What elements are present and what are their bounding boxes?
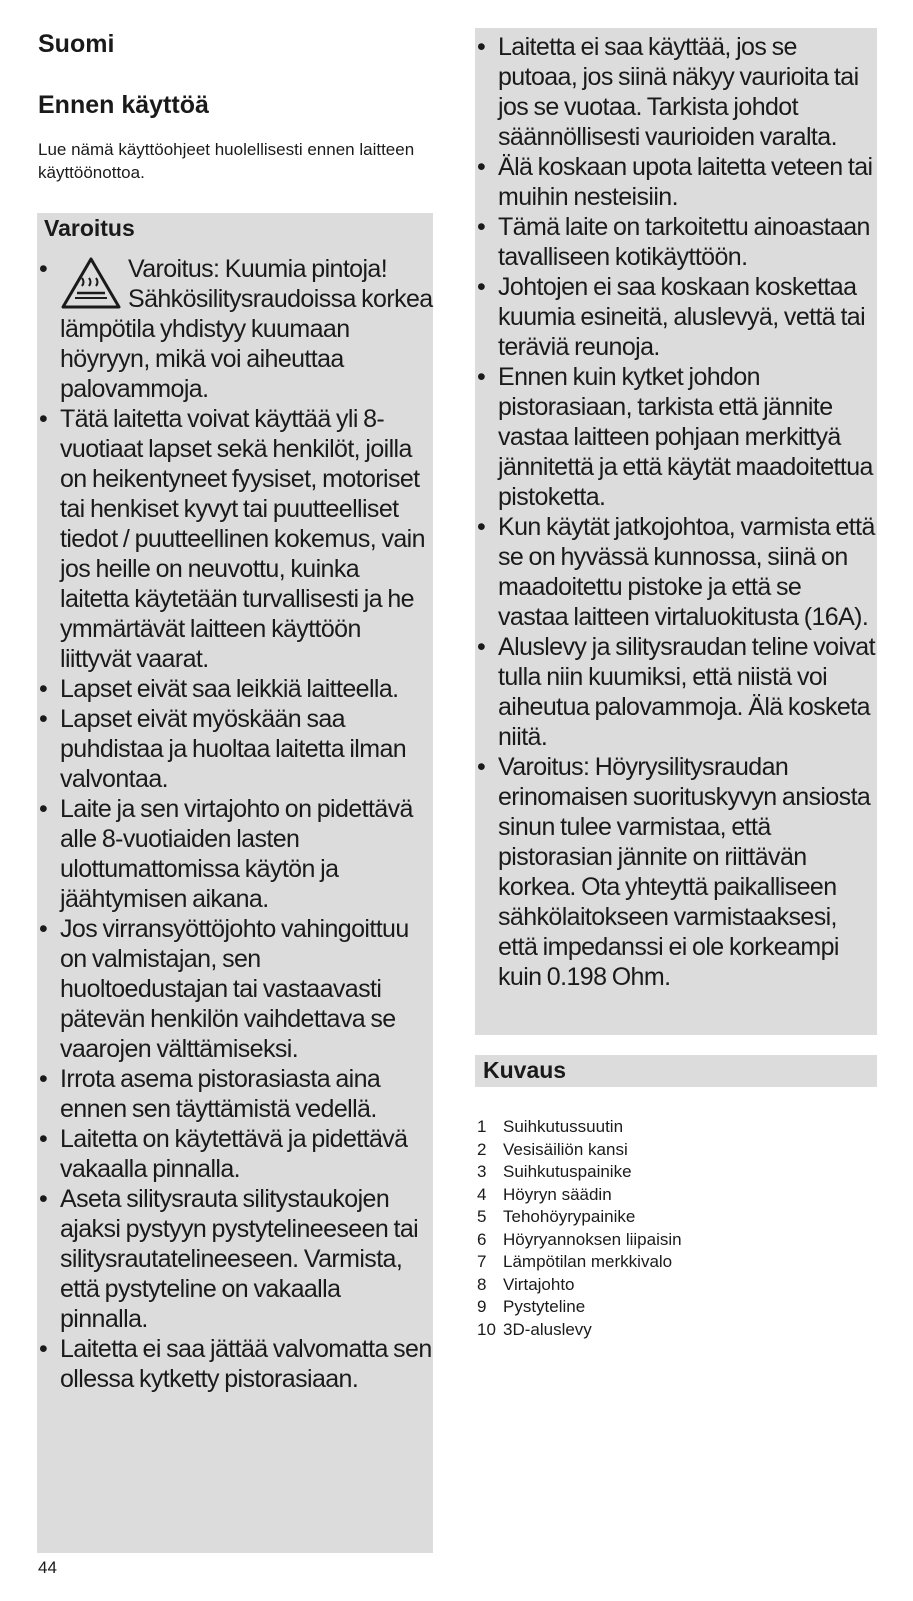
part-item — [477, 1184, 682, 1207]
warning-box-continued — [475, 28, 877, 1035]
part-item — [477, 1274, 682, 1297]
part-label: Suihkutuspainike — [503, 1162, 632, 1181]
intro-paragraph: Lue nämä käyttöohjeet huolellisesti ennen laitteen käyttöönottoa. — [38, 140, 415, 182]
part-number: 6 — [477, 1229, 487, 1249]
hot-surface-warning-icon — [60, 256, 122, 310]
part-label: Suihkutussuutin — [503, 1117, 624, 1136]
description-header — [475, 1055, 877, 1087]
part-label: Tehohöyrypainike — [503, 1207, 636, 1226]
part-number: 8 — [477, 1274, 487, 1294]
warning-item: • Varoitus: Höyrysilitysraudan erinomaisen suorituskyvyn ansiosta sinun tulee varmistaa, että pistorasian jännite on riittävän korkea. Ota yhteyttä paikalliseen sähkölaitokseen varmistaaksesi, että impedanssi ei ole korkeampi kuin 0.198 Ohm. — [475, 752, 875, 992]
warning-item: • Ennen kuin kytket johdon pistorasiaan, tarkista että jännite vastaa laitteen pohjaan merkittyä jännitettä ja että käytät maadoitettua pistoketta. — [475, 362, 875, 512]
warning-item: • Aluslevy ja silitysraudan teline voivat tulla niin kuumiksi, että niistä voi aiheutua palovammoja. Älä kosketa niitä. — [475, 632, 875, 752]
part-item — [477, 1251, 682, 1274]
part-item — [477, 1161, 682, 1184]
part-item — [477, 1206, 682, 1229]
warning-item: • Laite ja sen virtajohto on pidettävä alle 8-vuotiaiden lasten ulottumattomissa käytön ja jäähtymisen aikana. — [37, 794, 433, 914]
part-label: Pystyteline — [503, 1297, 586, 1316]
part-label: Lämpötilan merkkivalo — [503, 1252, 673, 1271]
part-number: 5 — [477, 1207, 487, 1226]
section-title: Ennen käyttöä — [38, 91, 209, 119]
part-number: 9 — [477, 1297, 487, 1316]
warning-item: • Aseta silitysrauta silitystaukojen ajaksi pystyyn pystytelineeseen tai silitysrautatelineeseen. Varmista, että pystyteline on vakaalla pinnalla. — [37, 1184, 433, 1334]
warning-item: • Irrota asema pistorasiasta aina ennen sen täyttämistä vedellä. — [37, 1064, 433, 1124]
warning-item: • Laitetta ei saa käyttää, jos se putoaa, jos siinä näkyy vaurioita tai jos se vuotaa. Tarkista johdot säännöllisesti vaurioiden varalta. — [475, 32, 875, 152]
parts-list — [477, 1116, 682, 1341]
warning-item: • Kun käytät jatkojohtoa, varmista että se on hyvässä kunnossa, siinä on maadoitettu pistoke ja että se vastaa laitteen virtaluokitusta (16A). — [475, 512, 875, 632]
warning-box — [37, 213, 433, 1553]
part-number: 4 — [477, 1184, 487, 1204]
warning-item: • Jos virransyöttöjohto vahingoittuu on valmistajan, sen huoltoedustajan tai vastaavasti pätevän henkilön vaihdettava se vaarojen välttämiseksi. — [37, 914, 433, 1064]
part-number: 1 — [477, 1117, 487, 1136]
part-number: 7 — [477, 1252, 487, 1271]
part-label: Höyryannoksen liipaisin — [503, 1229, 682, 1249]
part-label: 3D-aluslevy — [503, 1319, 592, 1339]
part-label: Höyryn säädin — [503, 1184, 612, 1204]
language-heading: Suomi — [38, 30, 115, 58]
part-number: 2 — [477, 1139, 487, 1159]
warning-list — [37, 254, 433, 1394]
part-item — [477, 1139, 682, 1162]
part-item — [477, 1319, 682, 1342]
description-title: Kuvaus — [483, 1057, 567, 1083]
warning-item: • Laitetta ei saa jättää valvomatta sen ollessa kytketty pistorasiaan. — [37, 1334, 433, 1394]
warning-item: • Tätä laitetta voivat käyttää yli 8-vuotiaat lapset sekä henkilöt, joilla on heikentyneet fyysiset, motoriset tai henkiset kyvyt tai puutteelliset tiedot / puutteellinen kokemus, vain jos heille on neuvottu, kuinka laitetta käytetään turvallisesti ja he ymmärtävät laitteen käyttöön liittyvät vaarat. — [37, 404, 433, 674]
warning-item: • Lapset eivät saa leikkiä laitteella. — [37, 674, 433, 704]
part-item — [477, 1229, 682, 1252]
warning-item: • Laitetta on käytettävä ja pidettävä vakaalla pinnalla. — [37, 1124, 433, 1184]
part-label: Vesisäiliön kansi — [503, 1139, 628, 1159]
warning-item: • Varoitus: Kuumia pintoja! Sähkösilitysraudoissa korkea lämpötila yhdistyy kuumaan höyryyn, mikä voi aiheuttaa palovammoja. — [37, 254, 433, 404]
part-label: Virtajohto — [503, 1274, 575, 1294]
page-number: 44 — [38, 1558, 57, 1577]
warning-item: • Lapset eivät myöskään saa puhdistaa ja huoltaa laitetta ilman valvontaa. — [37, 704, 433, 794]
part-item — [477, 1116, 682, 1139]
warning-item: • Älä koskaan upota laitetta veteen tai muihin nesteisiin. — [475, 152, 875, 212]
part-item — [477, 1296, 682, 1319]
part-number: 3 — [477, 1162, 487, 1181]
warning-item: • Johtojen ei saa koskaan koskettaa kuumia esineitä, aluslevyä, vettä tai teräviä reunoja. — [475, 272, 875, 362]
warning-title: Varoitus — [44, 215, 135, 241]
warning-list-continued — [475, 32, 875, 992]
warning-item: • Tämä laite on tarkoitettu ainoastaan tavalliseen kotikäyttöön. — [475, 212, 875, 272]
part-number: 10 — [477, 1319, 496, 1339]
